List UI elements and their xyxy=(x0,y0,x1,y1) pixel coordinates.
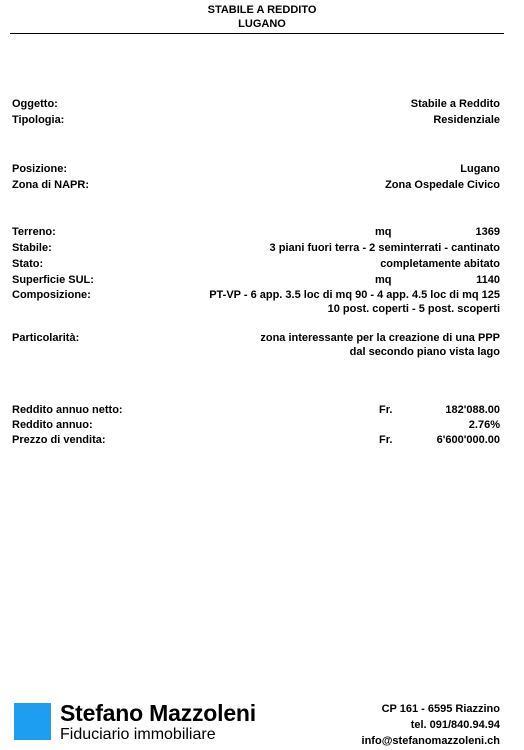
brand-tagline: Fiduciario immobiliare xyxy=(60,726,216,743)
composizione-label: Composizione: xyxy=(12,289,91,301)
contact-address: CP 161 - 6595 Riazzino xyxy=(381,703,500,715)
reddito-netto-currency: Fr. xyxy=(379,404,393,416)
stato-label: Stato: xyxy=(12,258,44,270)
logo-square-icon xyxy=(14,703,51,740)
superficie-unit: mq xyxy=(375,274,392,286)
reddito-annuo-value: 2.76% xyxy=(468,419,500,431)
terreno-unit: mq xyxy=(375,226,392,238)
particolarita-line1: zona interessante per la creazione di una PPP xyxy=(260,332,500,344)
reddito-annuo-label: Reddito annuo: xyxy=(12,419,93,431)
header-divider xyxy=(10,33,504,34)
zona-value: Zona Ospedale Civico xyxy=(385,179,500,191)
composizione-line1: PT-VP - 6 app. 3.5 loc di mq 90 - 4 app. 4.5 loc di mq 125 xyxy=(209,289,500,301)
page-title: STABILE A REDDITO xyxy=(207,4,317,16)
terreno-label: Terreno: xyxy=(12,226,56,238)
prezzo-label: Prezzo di vendita: xyxy=(12,434,106,446)
prezzo-currency: Fr. xyxy=(379,434,393,446)
zona-label: Zona di NAPR: xyxy=(12,179,89,191)
superficie-value: 1140 xyxy=(476,274,500,286)
posizione-value: Lugano xyxy=(460,163,500,175)
oggetto-value: Stabile a Reddito xyxy=(410,98,500,110)
terreno-value: 1369 xyxy=(475,226,500,238)
stato-value: completamente abitato xyxy=(380,258,500,270)
superficie-label: Superficie SUL: xyxy=(12,274,94,286)
composizione-line2: 10 post. coperti - 5 post. scoperti xyxy=(327,303,500,315)
page-subtitle: LUGANO xyxy=(238,18,286,30)
brand-name: Stefano Mazzoleni xyxy=(60,700,256,726)
contact-phone: tel. 091/840.94.94 xyxy=(410,719,500,731)
stabile-label: Stabile: xyxy=(12,242,52,254)
particolarita-line2: dal secondo piano vista lago xyxy=(349,346,500,358)
stabile-value: 3 piani fuori terra - 2 seminterrati - cantinato xyxy=(269,242,500,254)
tipologia-value: Residenziale xyxy=(433,114,500,126)
particolarita-label: Particolarità: xyxy=(12,332,80,344)
prezzo-value: 6'600'000.00 xyxy=(436,434,500,446)
reddito-netto-label: Reddito annuo netto: xyxy=(12,404,123,416)
posizione-label: Posizione: xyxy=(12,163,68,175)
oggetto-label: Oggetto: xyxy=(12,98,58,110)
contact-email[interactable]: info@stefanomazzoleni.ch xyxy=(361,735,500,747)
tipologia-label: Tipologia: xyxy=(12,114,65,126)
reddito-netto-value: 182'088.00 xyxy=(445,404,500,416)
